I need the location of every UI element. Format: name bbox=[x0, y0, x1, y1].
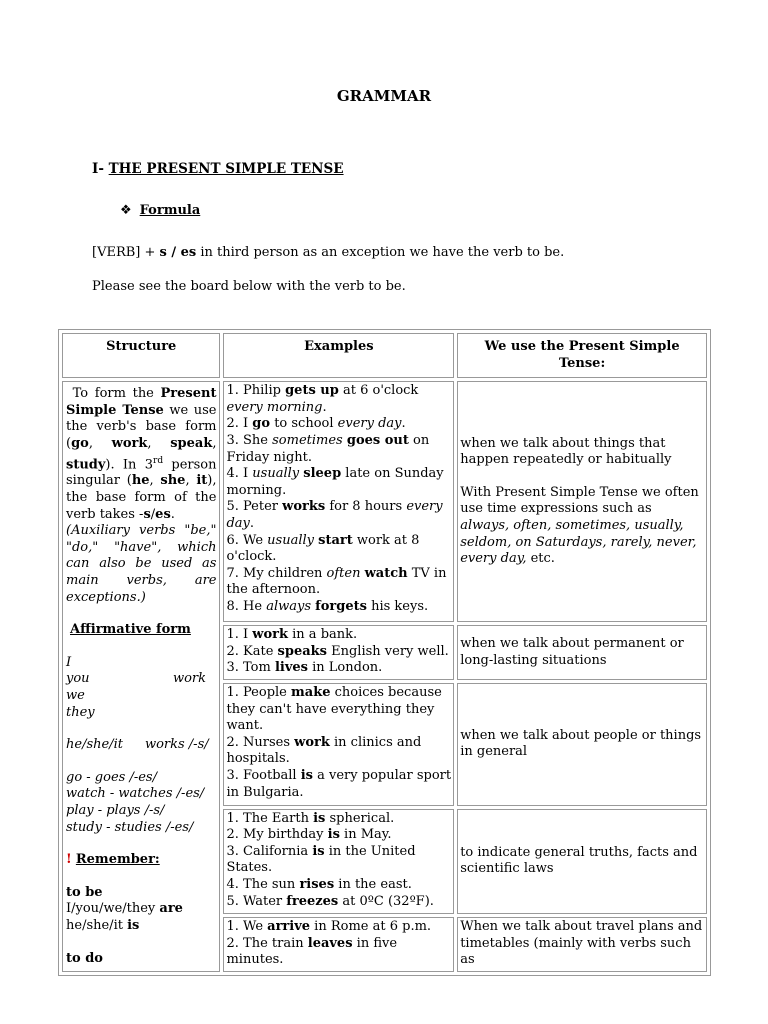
use-cell-general: when we talk about people or things in general bbox=[457, 683, 707, 806]
examples-cell-general: 1. People make choices because they can't have everything they want. 2. Nurses work in clinics and hospitals. 3. Football is a very popular sport in Bulgaria. bbox=[223, 683, 454, 806]
formula-line: [VERB] + s / es in third person as an exception we have the verb to be. bbox=[92, 245, 565, 260]
use-cell-timetables: When we talk about travel plans and timetables (mainly with verbs such as bbox=[457, 917, 707, 972]
examples-cell-habits: 1. Philip gets up at 6 o'clock every morning. 2. I go to school every day. 3. She sometimes goes out on Friday night. 4. I usually sleep late on Sunday morning. 5. Peter works for 8 hours every day. 6. We usually start work at 8 o'clock. 7. My children often watch TV in the afternoon. 8. He always forgets his keys. bbox=[223, 381, 454, 622]
use-cell-habits: when we talk about things that happen repeatedly or habitually With Present Simple Tense we often use time expressions such as always, often, sometimes, usually, seldom, on Saturdays, rarely, never, every day, etc. bbox=[457, 381, 707, 622]
use-cell-permanent: when we talk about permanent or long-lasting situations bbox=[457, 625, 707, 680]
use-cell-truths: to indicate general truths, facts and scientific laws bbox=[457, 809, 707, 915]
to-be-block: to be I/you/we/they are he/she/it is to do bbox=[66, 884, 183, 966]
table-row bbox=[62, 381, 707, 622]
header-structure: Structure bbox=[62, 333, 220, 378]
note-line: Please see the board below with the verb to be. bbox=[92, 279, 406, 294]
table-header-row bbox=[62, 333, 707, 378]
document-title: GRAMMAR bbox=[336, 87, 432, 105]
header-examples: Examples bbox=[223, 333, 454, 378]
examples-cell-truths: 1. The Earth is spherical. 2. My birthday is in May. 3. California is in the United States. 4. The sun rises in the east. 5. Water freezes at 0ºC (32ºF). bbox=[223, 809, 454, 915]
affirmative-heading: Affirmative form bbox=[70, 622, 191, 638]
formula-heading: ❖ Formula bbox=[120, 203, 201, 218]
grammar-table bbox=[58, 329, 711, 976]
examples-cell-permanent: 1. I work in a bank. 2. Kate speaks English very well. 3. Tom lives in London. bbox=[223, 625, 454, 680]
pronoun-list: I you work we they he/she/it works /-s/ go - goes /-es/ watch - watches /-es/ play - plays /-s/ study - studies /-es/ bbox=[66, 654, 209, 835]
examples-cell-timetables: 1. We arrive in Rome at 6 p.m. 2. The train leaves in five minutes. bbox=[223, 917, 454, 972]
diamond-bullet-icon: ❖ bbox=[120, 203, 132, 218]
header-use: We use the Present Simple Tense: bbox=[457, 333, 707, 378]
section-heading: I- THE PRESENT SIMPLE TENSE bbox=[92, 161, 344, 177]
structure-cell bbox=[62, 381, 220, 972]
remember-heading: ! Remember: bbox=[66, 852, 160, 868]
auxiliary-note: (Auxiliary verbs "be," "do," "have", which can also be used as main verbs, are exceptions.) bbox=[66, 523, 217, 605]
structure-description: To form the Present Simple Tense we use the verb's base form (go, work, speak, study). In 3rd person singular (he, she, it), the base form of the verb takes -s/es. bbox=[66, 386, 217, 522]
